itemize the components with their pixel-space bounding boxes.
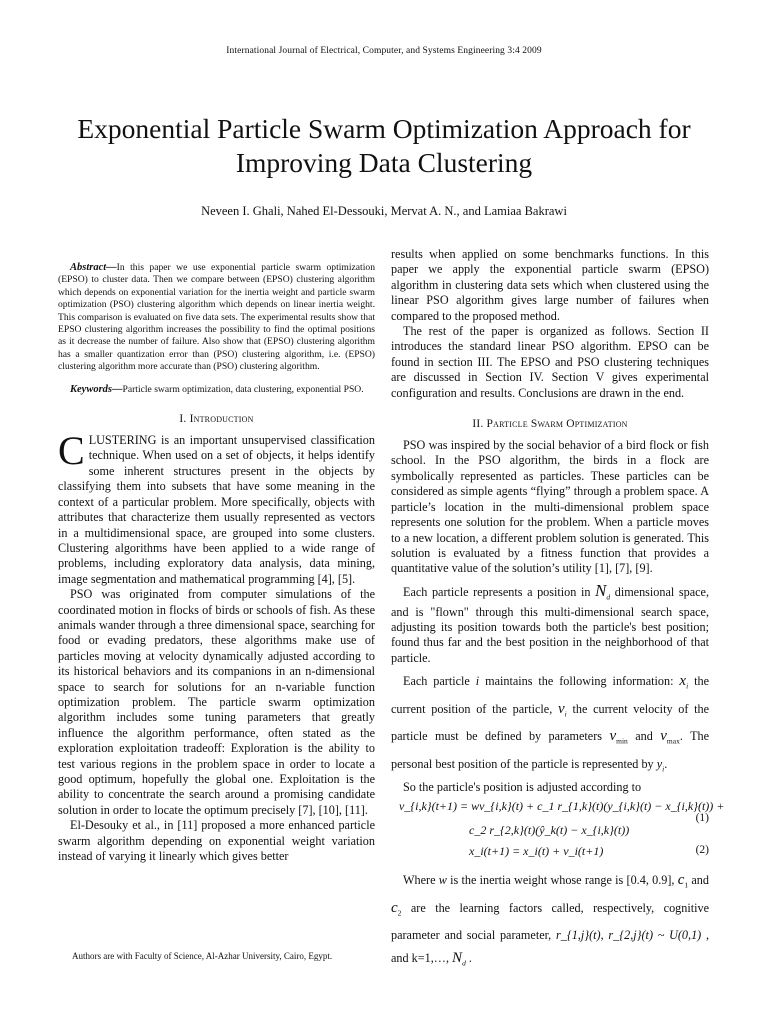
pso-p3-vmax: v: [660, 728, 667, 745]
pso-p5-b: is the inertia weight whose range is [0.4, 0.9],: [450, 873, 675, 888]
keywords: [58, 384, 375, 396]
abstract-dash: —: [106, 262, 117, 273]
abstract-label: Abstract: [70, 262, 107, 273]
pso-paragraph-1: PSO was inspired by the social behavior of a bird flock or fish school. In the PSO algorithm, the birds in a flock are symbolically represented as particles. These particles can be considered as simple agents “flying” through a problem space. A particle’s location in the multi-dimensional problem space represents one solution for the problem. When a particle moves to a new location, a different problem solution is generated. This solution is evaluated by a fitness function that provides a quantitative value of the solution’s utility [1], [7], [9].: [391, 438, 709, 576]
equation-1-number: (1): [695, 812, 709, 825]
pso-p5-c: are the learning factors called, respectively, cognitive parameter and social parameter,: [391, 900, 710, 943]
pso-p3-d: the current velocity of the particle must be defined by parameters: [391, 701, 710, 744]
pso-p5-nsub: d: [462, 958, 466, 968]
pso-p3-vmax-sub: max: [666, 736, 680, 746]
nd-subscript: d: [606, 592, 611, 602]
intro-paragraph-1-text: LUSTERING is an important unsupervised classification technique. When used on a set of objects, it helps identify some inherent structures present in the objects by classifying them into subsets that have some meaning in the context of a particular problem. More specifically, objects with attributes that characterize them usually represented as vectors in a multidimensional space, are grouped into some clusters. Clustering algorithms have been applied to a wide range of problems, including exploratory data analysis, data mining, image segmentation and mathematical programming [4], [5].: [58, 433, 375, 586]
right-column: [391, 247, 725, 975]
pso-p3-i: i: [475, 674, 480, 689]
pso-p3-e: . The personal best position of the particle is represented by: [391, 729, 710, 771]
pso-p3-x: x: [679, 673, 687, 690]
pso-p3-a: Each particle: [403, 674, 470, 689]
pso-paragraph-2-start: Each particle represents a position in: [403, 584, 591, 599]
abstract-text: In this paper we use exponential particle swarm optimization (EPSO) to cluster data. Then we compare between (EPSO) clustering algorithm which depends on exponential variation for the inertia weight and particle swarm optimization (PSO) clustering algorithm which depends on linear inertia weight. This comparison is evaluated on five data sets. The experimental results show that EPSO clustering algorithm increases the possibility to find the optimal positions as it decrease the number of failure. Also show that (EPSO) clustering algorithm has a smaller quantization error than (PSO) clustering algorithm, i.e. (EPSO) clustering algorithm more accurate than (PSO) clustering algorithm.: [58, 262, 375, 373]
keywords-dash: —: [112, 383, 123, 395]
equation-1-line-1-text: v_{i,k}(t+1) = wv_{i,k}(t) + c_1 r_{1,k}(t)(y_{i,k}(t) − x_{i,k}(t)) +: [399, 799, 725, 814]
journal-header: International Journal of Electrical, Computer, and Systems Engineering 3:4 2009: [226, 46, 542, 56]
pso-p3-xsub: i: [686, 681, 689, 691]
pso-p5-a: Where: [403, 873, 436, 888]
section-heading-introduction: I. Introduction: [179, 413, 254, 426]
intro-continuation: results when applied on some benchmarks functions. In this paper we apply the exponential particle swarm (EPSO) algorithm in clustering data sets which when clustered using the linear PSO algorithm gives large number of failures when compared to the proposed method.: [391, 247, 709, 323]
equation-1-line-1: [391, 799, 725, 819]
intro-paragraph-3: El-Desouky et al., in [11] proposed a more enhanced particle swarm algorithm depending on exponential weight variation instead of varying it linearly which gives better: [58, 818, 375, 864]
equation-2-text: x_i(t+1) = x_i(t) + v_i(t+1): [469, 844, 604, 859]
intro-paragraph-1: [58, 428, 375, 587]
pso-p3-vmin: v: [609, 728, 617, 745]
pso-p5-e: .: [468, 951, 472, 966]
pso-paragraph-5: [391, 869, 709, 974]
equation-1-line-2: [391, 812, 709, 841]
pso-p3-f: .: [664, 756, 668, 771]
nd-symbol: N: [595, 580, 607, 600]
pso-p5-c1sub: 1: [684, 880, 689, 890]
pso-p5-d: and k=1,…,: [391, 951, 449, 966]
pso-p5-w: w: [438, 873, 447, 888]
pso-p3-y: y: [656, 756, 663, 771]
pso-paragraph-4: So the particle's position is adjusted according to: [403, 779, 642, 794]
keywords-label: Keywords: [70, 383, 112, 395]
pso-p3-vsub: i: [564, 709, 567, 719]
keywords-text: Particle swarm optimization, data clustering, exponential PSO.: [122, 383, 364, 395]
abstract: [58, 262, 375, 374]
pso-p5-and: and: [691, 873, 709, 888]
pso-paragraph-2: [391, 580, 709, 666]
pso-p3-ysub: i: [662, 763, 665, 773]
pso-p5-c1: c: [677, 872, 685, 889]
pso-p3-vmin-sub: min: [616, 736, 628, 746]
equation-1-line-2-text: c_2 r_{2,k}(t)(ŷ_k(t) − x_{i,k}(t)): [469, 823, 630, 838]
pso-p5-c2: c: [391, 899, 398, 916]
pso-p5-c2sub: 2: [397, 908, 402, 918]
left-column: [58, 262, 375, 864]
equation-2-number: (2): [695, 844, 709, 857]
pso-p3-c: the current position of the particle,: [391, 674, 710, 716]
pso-paragraph-2-end: dimensional space, and is "flown" through this multi-dimensional search space, adjusting its position towards both the particle's best position; found thus far and the best position in the neighborhood of that particle.: [391, 584, 709, 665]
pso-p5-r: r_{1,j}(t), r_{2,j}(t) ~ U(0,1) ,: [555, 928, 710, 943]
pso-p3-b: maintains the following information:: [485, 674, 674, 689]
pso-paragraph-3: [391, 670, 709, 780]
pso-p5-n: N: [452, 950, 463, 967]
pso-p3-v: v: [557, 700, 565, 717]
paper-organization: The rest of the paper is organized as follows. Section II introduces the standard linear PSO algorithm. EPSO can be found in section III. The EPSO and PSO clustering techniques are discussed in Section IV. Section V gives experimental configuration and results. Conclusions are drawn in the end.: [391, 324, 709, 400]
drop-cap: C: [58, 428, 85, 474]
pso-p3-and: and: [635, 729, 653, 744]
equation-2: [391, 841, 709, 863]
intro-paragraph-2: PSO was originated from computer simulations of the coordinated motion in flocks of birds or schools of fish. As these animals wander through a three dimensional space, searching for food or evading predators, these algorithms make use of particles moving at velocity dynamically adjusted according to its historical behaviors and its companions in an n-dimensional space to search for solutions for an n-variable function optimization problem. The particle swarm optimization algorithm includes some tuning parameters that greatly influence the algorithm performance, often stated as the exploration exploitation tradeoff: Exploration is the ability to test various regions in the problem space in order to locate a good optimum, hopefully the global one. Exploitation is the ability to concentrate the search around a promising candidate solution in order to locate the optimum precisely [7], [10], [11].: [58, 587, 375, 817]
paper-title: Exponential Particle Swarm Optimization Approach for Improving Data Clustering: [77, 113, 691, 178]
section-heading-pso: II. Particle Swarm Optimization: [472, 418, 628, 431]
author-list: Neveen I. Ghali, Nahed El-Dessouki, Mervat A. N., and Lamiaa Bakrawi: [201, 204, 567, 218]
author-affiliation-footnote: Authors are with Faculty of Science, Al-Azhar University, Cairo, Egypt.: [72, 951, 333, 961]
